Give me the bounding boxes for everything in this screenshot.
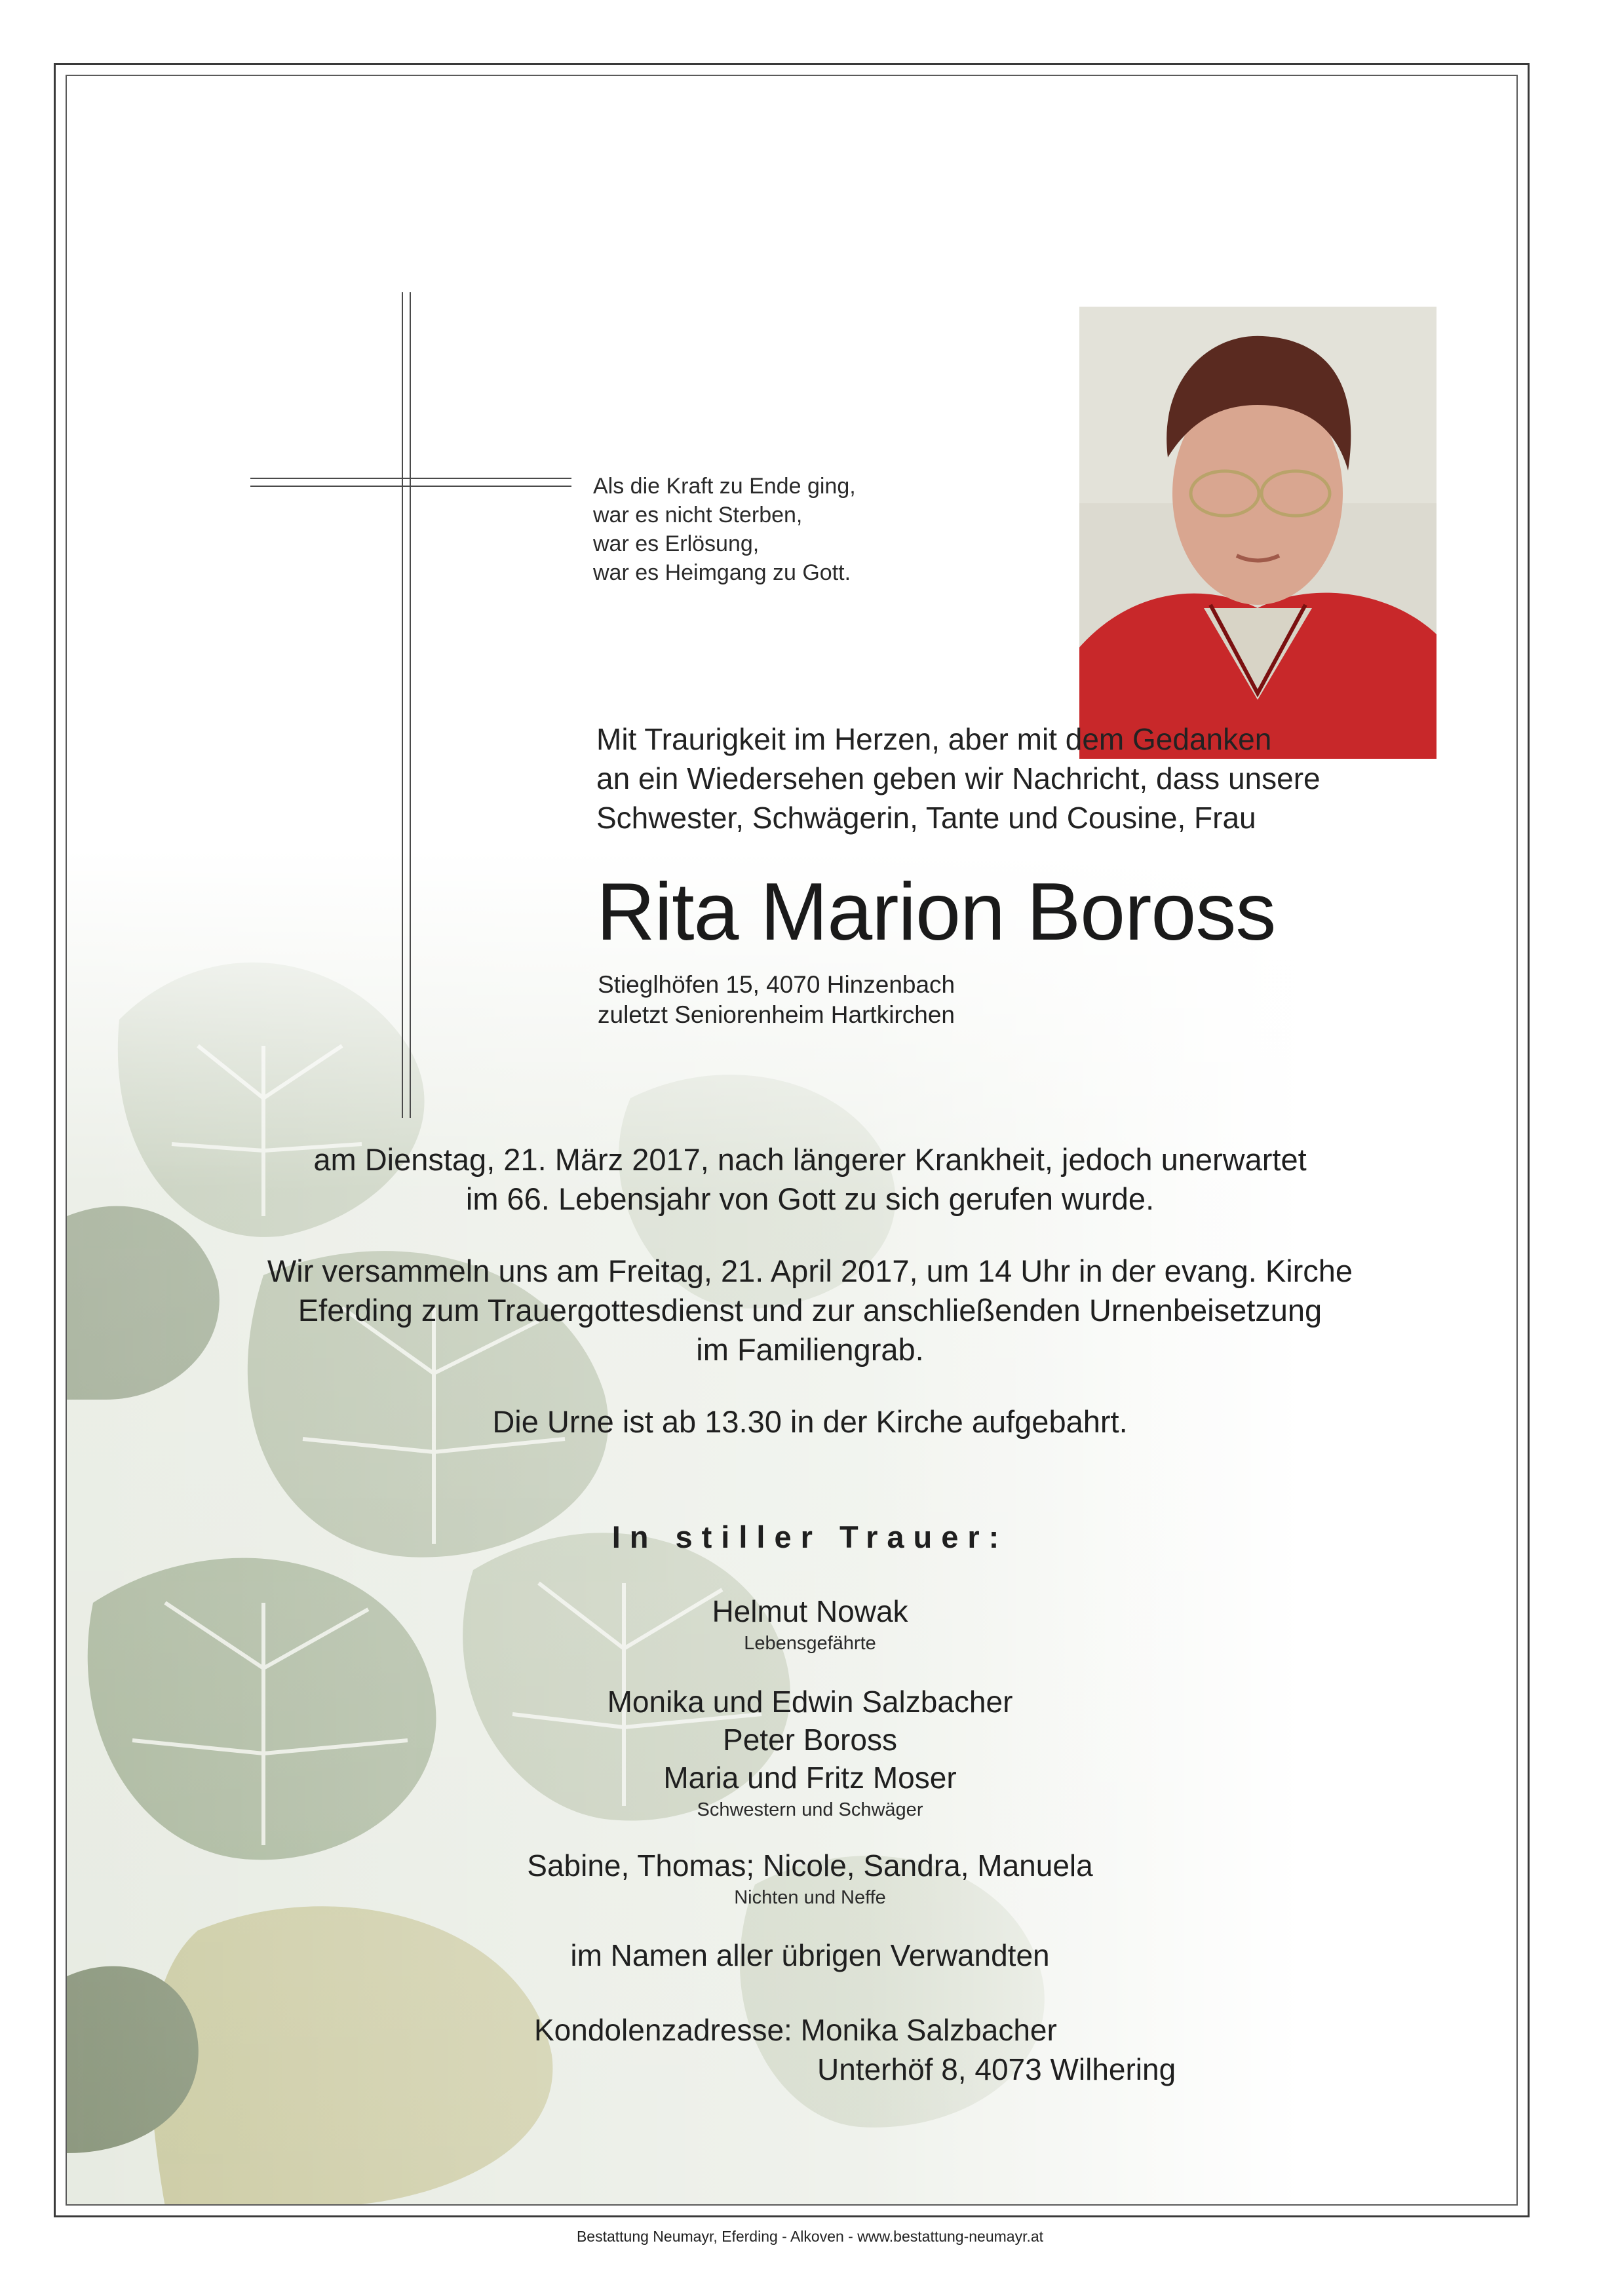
- mourner-group-siblings: [0, 1683, 1620, 1823]
- urn-note-text: Die Urne ist ab 13.30 in der Kirche aufgebahrt.: [492, 1404, 1128, 1439]
- intro-line: Schwester, Schwägerin, Tante und Cousine, Frau: [596, 801, 1256, 835]
- footer-funeral-home: Bestattung Neumayr, Eferding - Alkoven - www.bestattung-neumayr.at: [576, 2228, 1044, 2245]
- condolence-street: Unterhöf 8, 4073 Wilhering: [817, 2052, 1176, 2086]
- poem: [593, 472, 856, 587]
- intro-line: Mit Traurigkeit im Herzen, aber mit dem Gedanken: [596, 722, 1272, 756]
- mourner-relation: Lebensgefährte: [744, 1633, 876, 1654]
- deceased-address: [598, 970, 955, 1030]
- condolence-label: Kondolenzadresse:: [534, 2013, 792, 2047]
- mourner-relation: Nichten und Neffe: [734, 1887, 886, 1908]
- address-line: Stieglhöfen 15, 4070 Hinzenbach: [598, 971, 955, 998]
- condolence-name: Monika Salzbacher: [800, 2013, 1057, 2047]
- poem-line: war es Erlösung,: [593, 531, 760, 556]
- portrait-photo: [1079, 307, 1437, 759]
- mourning-heading: In stiller Trauer:: [611, 1520, 1009, 1554]
- condolence-address: [534, 2010, 1176, 2089]
- service-line: Wir versammeln uns am Freitag, 21. April 2017, um 14 Uhr in der evang. Kirche: [267, 1253, 1353, 1288]
- mourner-name: Helmut Nowak: [712, 1594, 908, 1628]
- mourner-group-nieces: [0, 1846, 1620, 1911]
- mourner-name: Monika und Edwin Salzbacher: [607, 1685, 1013, 1719]
- mourner-name: Sabine, Thomas; Nicole, Sandra, Manuela: [527, 1848, 1093, 1883]
- death-notice-line: am Dienstag, 21. März 2017, nach längerer Krankheit, jedoch unerwartet: [313, 1142, 1307, 1177]
- death-notice: [0, 1140, 1620, 1219]
- service-line: Eferding zum Trauergottesdienst und zur anschließenden Urnenbeisetzung: [298, 1293, 1322, 1328]
- service-line: im Familiengrab.: [696, 1332, 924, 1367]
- other-relatives-text: im Namen aller übrigen Verwandten: [570, 1938, 1050, 1972]
- intro-text: [596, 719, 1321, 837]
- other-relatives: [0, 1936, 1620, 1974]
- mourner-group-partner: [0, 1592, 1620, 1656]
- deceased-name: Rita Marion Boross: [596, 867, 1276, 957]
- urn-note: [0, 1402, 1620, 1442]
- address-line: zuletzt Seniorenheim Hartkirchen: [598, 1001, 955, 1028]
- mourner-name: Peter Boross: [723, 1723, 897, 1757]
- service-info: [0, 1252, 1620, 1369]
- cross-icon: [250, 292, 578, 1118]
- death-notice-line: im 66. Lebensjahr von Gott zu sich gerufen wurde.: [465, 1181, 1155, 1216]
- poem-line: war es nicht Sterben,: [593, 503, 803, 527]
- poem-line: Als die Kraft zu Ende ging,: [593, 474, 856, 499]
- mourner-name: Maria und Fritz Moser: [663, 1761, 957, 1795]
- mourner-relation: Schwestern und Schwäger: [697, 1799, 923, 1820]
- poem-line: war es Heimgang zu Gott.: [593, 560, 851, 585]
- intro-line: an ein Wiedersehen geben wir Nachricht, dass unsere: [596, 761, 1321, 795]
